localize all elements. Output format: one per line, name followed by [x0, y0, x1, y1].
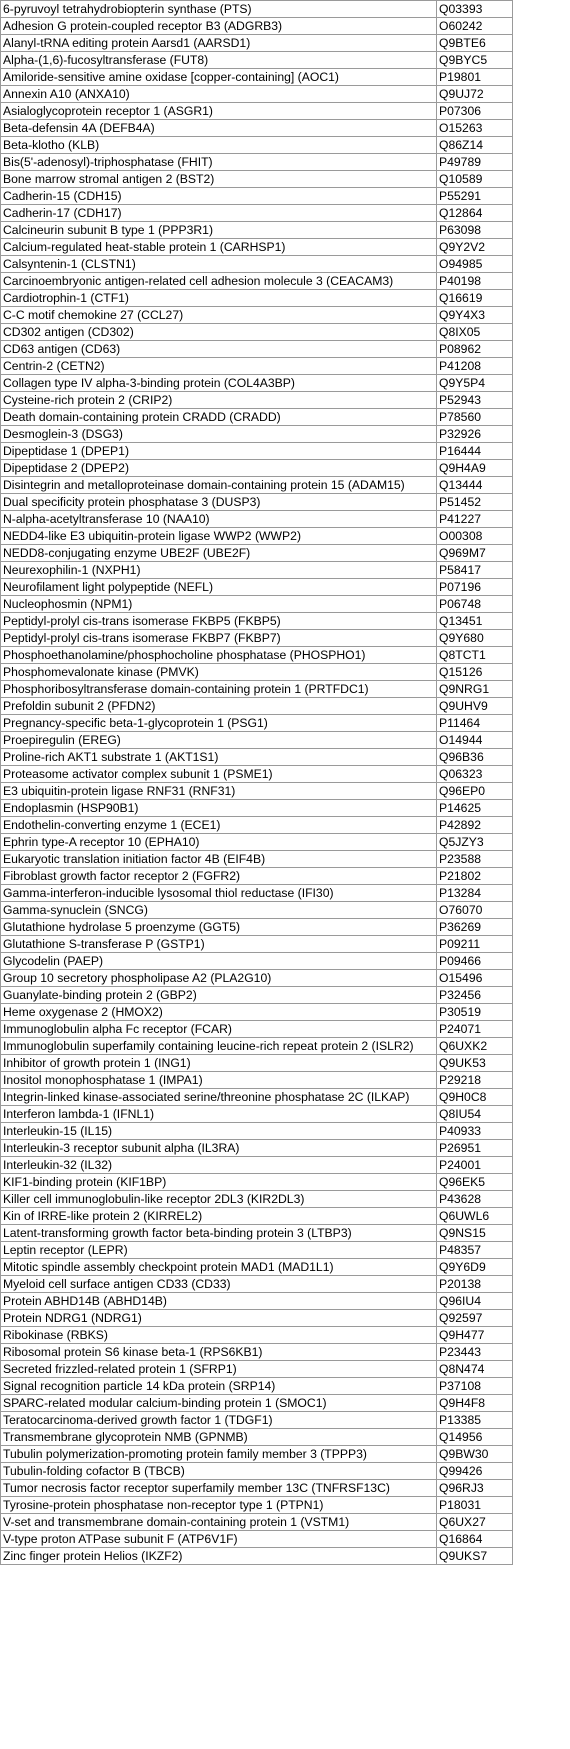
accession-id-cell: Q12864 — [437, 205, 513, 222]
table-row — [1, 1072, 513, 1089]
accession-id-cell: O60242 — [437, 18, 513, 35]
accession-id-cell: P55291 — [437, 188, 513, 205]
table-row — [1, 69, 513, 86]
table-row — [1, 137, 513, 154]
table-row — [1, 1174, 513, 1191]
table-row — [1, 970, 513, 987]
protein-name-cell: C-C motif chemokine 27 (CCL27) — [1, 307, 437, 324]
table-row — [1, 1327, 513, 1344]
table-row — [1, 409, 513, 426]
table-row — [1, 936, 513, 953]
protein-name-cell: Nucleophosmin (NPM1) — [1, 596, 437, 613]
accession-id-cell: P08962 — [437, 341, 513, 358]
protein-name-cell: Cadherin-17 (CDH17) — [1, 205, 437, 222]
accession-id-cell: Q6UX27 — [437, 1514, 513, 1531]
table-row — [1, 222, 513, 239]
table-row — [1, 1106, 513, 1123]
protein-name-cell: Interleukin-32 (IL32) — [1, 1157, 437, 1174]
protein-name-cell: Cysteine-rich protein 2 (CRIP2) — [1, 392, 437, 409]
table-row — [1, 1531, 513, 1548]
table-row — [1, 868, 513, 885]
protein-name-cell: Fibroblast growth factor receptor 2 (FGFR2) — [1, 868, 437, 885]
accession-id-cell: Q03393 — [437, 1, 513, 18]
table-row — [1, 1446, 513, 1463]
accession-id-cell: P48357 — [437, 1242, 513, 1259]
table-row — [1, 256, 513, 273]
accession-id-cell: P24001 — [437, 1157, 513, 1174]
protein-name-cell: Alanyl-tRNA editing protein Aarsd1 (AARSD1) — [1, 35, 437, 52]
accession-id-cell: Q9UHV9 — [437, 698, 513, 715]
protein-name-cell: Zinc finger protein Helios (IKZF2) — [1, 1548, 437, 1565]
accession-id-cell: P37108 — [437, 1378, 513, 1395]
table-row — [1, 239, 513, 256]
protein-name-cell: Annexin A10 (ANXA10) — [1, 86, 437, 103]
table-row — [1, 1361, 513, 1378]
table-row — [1, 1395, 513, 1412]
accession-id-cell: P51452 — [437, 494, 513, 511]
protein-name-cell: Interleukin-15 (IL15) — [1, 1123, 437, 1140]
protein-name-cell: Gamma-synuclein (SNCG) — [1, 902, 437, 919]
table-row — [1, 732, 513, 749]
accession-id-cell: P40198 — [437, 273, 513, 290]
accession-id-cell: P11464 — [437, 715, 513, 732]
protein-name-cell: Bone marrow stromal antigen 2 (BST2) — [1, 171, 437, 188]
accession-id-cell: Q14956 — [437, 1429, 513, 1446]
table-row — [1, 613, 513, 630]
table-row — [1, 1, 513, 18]
protein-name-cell: NEDD4-like E3 ubiquitin-protein ligase WWP2 (WWP2) — [1, 528, 437, 545]
protein-name-cell: Latent-transforming growth factor beta-binding protein 3 (LTBP3) — [1, 1225, 437, 1242]
accession-id-cell: Q06323 — [437, 766, 513, 783]
table-row — [1, 1412, 513, 1429]
table-row — [1, 562, 513, 579]
accession-id-cell: P19801 — [437, 69, 513, 86]
table-row — [1, 52, 513, 69]
accession-id-cell: O94985 — [437, 256, 513, 273]
accession-id-cell: P41227 — [437, 511, 513, 528]
accession-id-cell: O76070 — [437, 902, 513, 919]
protein-name-cell: Alpha-(1,6)-fucosyltransferase (FUT8) — [1, 52, 437, 69]
table-row — [1, 86, 513, 103]
accession-id-cell: Q9Y5P4 — [437, 375, 513, 392]
table-row — [1, 1225, 513, 1242]
table-row — [1, 987, 513, 1004]
protein-name-cell: Dipeptidase 1 (DPEP1) — [1, 443, 437, 460]
protein-name-cell: Cadherin-15 (CDH15) — [1, 188, 437, 205]
protein-name-cell: Protein ABHD14B (ABHD14B) — [1, 1293, 437, 1310]
accession-id-cell: Q6UXK2 — [437, 1038, 513, 1055]
table-row — [1, 681, 513, 698]
accession-id-cell: P32456 — [437, 987, 513, 1004]
accession-id-cell: P63098 — [437, 222, 513, 239]
protein-name-cell: Disintegrin and metalloproteinase domain-containing protein 15 (ADAM15) — [1, 477, 437, 494]
protein-name-cell: KIF1-binding protein (KIF1BP) — [1, 1174, 437, 1191]
protein-name-cell: Adhesion G protein-coupled receptor B3 (ADGRB3) — [1, 18, 437, 35]
accession-id-cell: Q9H4F8 — [437, 1395, 513, 1412]
table-row — [1, 477, 513, 494]
table-row — [1, 1191, 513, 1208]
table-row — [1, 749, 513, 766]
table-row — [1, 817, 513, 834]
accession-id-cell: Q10589 — [437, 171, 513, 188]
protein-name-cell: Asialoglycoprotein receptor 1 (ASGR1) — [1, 103, 437, 120]
protein-name-cell: Kin of IRRE-like protein 2 (KIRREL2) — [1, 1208, 437, 1225]
protein-name-cell: Bis(5'-adenosyl)-triphosphatase (FHIT) — [1, 154, 437, 171]
protein-name-cell: E3 ubiquitin-protein ligase RNF31 (RNF31) — [1, 783, 437, 800]
accession-id-cell: Q86Z14 — [437, 137, 513, 154]
table-row — [1, 443, 513, 460]
accession-id-cell: Q96B36 — [437, 749, 513, 766]
accession-id-cell: Q9H477 — [437, 1327, 513, 1344]
table-row — [1, 375, 513, 392]
protein-name-cell: Death domain-containing protein CRADD (CRADD) — [1, 409, 437, 426]
table-row — [1, 1548, 513, 1565]
accession-id-cell: Q9NS15 — [437, 1225, 513, 1242]
table-row — [1, 392, 513, 409]
protein-name-cell: Ribokinase (RBKS) — [1, 1327, 437, 1344]
table-row — [1, 154, 513, 171]
accession-id-cell: Q9Y2V2 — [437, 239, 513, 256]
accession-id-cell: Q9BTE6 — [437, 35, 513, 52]
protein-name-cell: Inhibitor of growth protein 1 (ING1) — [1, 1055, 437, 1072]
table-row — [1, 1038, 513, 1055]
protein-name-cell: Proteasome activator complex subunit 1 (PSME1) — [1, 766, 437, 783]
protein-name-cell: Inositol monophosphatase 1 (IMPA1) — [1, 1072, 437, 1089]
protein-name-cell: CD302 antigen (CD302) — [1, 324, 437, 341]
accession-id-cell: Q16619 — [437, 290, 513, 307]
table-row — [1, 919, 513, 936]
table-row — [1, 545, 513, 562]
accession-id-cell: Q9BYC5 — [437, 52, 513, 69]
table-row — [1, 205, 513, 222]
protein-name-cell: Dual specificity protein phosphatase 3 (DUSP3) — [1, 494, 437, 511]
protein-name-cell: V-set and transmembrane domain-containing protein 1 (VSTM1) — [1, 1514, 437, 1531]
protein-name-cell: Calcineurin subunit B type 1 (PPP3R1) — [1, 222, 437, 239]
table-row — [1, 1140, 513, 1157]
protein-name-cell: Peptidyl-prolyl cis-trans isomerase FKBP7 (FKBP7) — [1, 630, 437, 647]
table-row — [1, 426, 513, 443]
accession-id-cell: P26951 — [437, 1140, 513, 1157]
accession-id-cell: P49789 — [437, 154, 513, 171]
table-row — [1, 698, 513, 715]
protein-name-cell: Protein NDRG1 (NDRG1) — [1, 1310, 437, 1327]
table-row — [1, 834, 513, 851]
accession-id-cell: Q9UK53 — [437, 1055, 513, 1072]
accession-id-cell: O15263 — [437, 120, 513, 137]
accession-id-cell: Q9H0C8 — [437, 1089, 513, 1106]
protein-name-cell: Beta-klotho (KLB) — [1, 137, 437, 154]
protein-name-cell: Immunoglobulin superfamily containing leucine-rich repeat protein 2 (ISLR2) — [1, 1038, 437, 1055]
protein-name-cell: Mitotic spindle assembly checkpoint protein MAD1 (MAD1L1) — [1, 1259, 437, 1276]
accession-id-cell: Q96EP0 — [437, 783, 513, 800]
table-row — [1, 783, 513, 800]
table-row — [1, 528, 513, 545]
table-row — [1, 494, 513, 511]
accession-id-cell: P58417 — [437, 562, 513, 579]
protein-name-cell: Phosphoribosyltransferase domain-containing protein 1 (PRTFDC1) — [1, 681, 437, 698]
protein-name-cell: Glutathione S-transferase P (GSTP1) — [1, 936, 437, 953]
table-row — [1, 1157, 513, 1174]
table-row — [1, 1259, 513, 1276]
accession-id-cell: Q13444 — [437, 477, 513, 494]
protein-name-cell: Endoplasmin (HSP90B1) — [1, 800, 437, 817]
table-row — [1, 953, 513, 970]
table-row — [1, 120, 513, 137]
accession-id-cell: Q9Y680 — [437, 630, 513, 647]
protein-name-cell: Desmoglein-3 (DSG3) — [1, 426, 437, 443]
protein-name-cell: Signal recognition particle 14 kDa protein (SRP14) — [1, 1378, 437, 1395]
table-row — [1, 715, 513, 732]
protein-name-cell: Calcium-regulated heat-stable protein 1 (CARHSP1) — [1, 239, 437, 256]
table-row — [1, 324, 513, 341]
protein-name-cell: Integrin-linked kinase-associated serine/threonine phosphatase 2C (ILKAP) — [1, 1089, 437, 1106]
accession-id-cell: Q9UJ72 — [437, 86, 513, 103]
accession-id-cell: P43628 — [437, 1191, 513, 1208]
protein-name-cell: Proline-rich AKT1 substrate 1 (AKT1S1) — [1, 749, 437, 766]
protein-name-cell: Centrin-2 (CETN2) — [1, 358, 437, 375]
table-row — [1, 1344, 513, 1361]
protein-name-cell: Teratocarcinoma-derived growth factor 1 (TDGF1) — [1, 1412, 437, 1429]
accession-id-cell: P29218 — [437, 1072, 513, 1089]
protein-name-cell: Endothelin-converting enzyme 1 (ECE1) — [1, 817, 437, 834]
protein-name-cell: Tubulin-folding cofactor B (TBCB) — [1, 1463, 437, 1480]
protein-name-cell: Heme oxygenase 2 (HMOX2) — [1, 1004, 437, 1021]
accession-id-cell: Q92597 — [437, 1310, 513, 1327]
protein-name-cell: Killer cell immunoglobulin-like receptor 2DL3 (KIR2DL3) — [1, 1191, 437, 1208]
accession-id-cell: Q9Y6D9 — [437, 1259, 513, 1276]
accession-id-cell: Q96RJ3 — [437, 1480, 513, 1497]
accession-id-cell: Q96EK5 — [437, 1174, 513, 1191]
accession-id-cell: P41208 — [437, 358, 513, 375]
table-row — [1, 647, 513, 664]
accession-id-cell: P21802 — [437, 868, 513, 885]
protein-name-cell: Neurexophilin-1 (NXPH1) — [1, 562, 437, 579]
table-row — [1, 358, 513, 375]
accession-id-cell: Q8IX05 — [437, 324, 513, 341]
accession-id-cell: Q15126 — [437, 664, 513, 681]
protein-name-cell: Ribosomal protein S6 kinase beta-1 (RPS6KB1) — [1, 1344, 437, 1361]
table-row — [1, 1004, 513, 1021]
accession-id-cell: P06748 — [437, 596, 513, 613]
protein-name-cell: Collagen type IV alpha-3-binding protein (COL4A3BP) — [1, 375, 437, 392]
accession-id-cell: P78560 — [437, 409, 513, 426]
protein-name-cell: Carcinoembryonic antigen-related cell adhesion molecule 3 (CEACAM3) — [1, 273, 437, 290]
accession-id-cell: P40933 — [437, 1123, 513, 1140]
accession-id-cell: P18031 — [437, 1497, 513, 1514]
accession-id-cell: P20138 — [437, 1276, 513, 1293]
protein-name-cell: Prefoldin subunit 2 (PFDN2) — [1, 698, 437, 715]
table-row — [1, 1310, 513, 1327]
table-row — [1, 885, 513, 902]
accession-id-cell: O14944 — [437, 732, 513, 749]
accession-id-cell: P30519 — [437, 1004, 513, 1021]
table-row — [1, 1429, 513, 1446]
protein-name-cell: Peptidyl-prolyl cis-trans isomerase FKBP5 (FKBP5) — [1, 613, 437, 630]
protein-name-cell: V-type proton ATPase subunit F (ATP6V1F) — [1, 1531, 437, 1548]
accession-id-cell: P23588 — [437, 851, 513, 868]
table-row — [1, 1480, 513, 1497]
table-row — [1, 1293, 513, 1310]
accession-id-cell: Q6UWL6 — [437, 1208, 513, 1225]
accession-id-cell: Q9UKS7 — [437, 1548, 513, 1565]
accession-id-cell: P07306 — [437, 103, 513, 120]
accession-id-cell: P32926 — [437, 426, 513, 443]
table-row — [1, 1089, 513, 1106]
table-row — [1, 630, 513, 647]
protein-name-cell: Glycodelin (PAEP) — [1, 953, 437, 970]
table-row — [1, 511, 513, 528]
protein-name-cell: 6-pyruvoyl tetrahydrobiopterin synthase (PTS) — [1, 1, 437, 18]
accession-id-cell: Q16864 — [437, 1531, 513, 1548]
table-row — [1, 1497, 513, 1514]
accession-id-cell: P14625 — [437, 800, 513, 817]
table-row — [1, 596, 513, 613]
protein-name-cell: Immunoglobulin alpha Fc receptor (FCAR) — [1, 1021, 437, 1038]
protein-name-cell: SPARC-related modular calcium-binding protein 1 (SMOC1) — [1, 1395, 437, 1412]
protein-name-cell: Tyrosine-protein phosphatase non-receptor type 1 (PTPN1) — [1, 1497, 437, 1514]
table-row — [1, 103, 513, 120]
accession-id-cell: P09211 — [437, 936, 513, 953]
protein-name-cell: Tubulin polymerization-promoting protein family member 3 (TPPP3) — [1, 1446, 437, 1463]
accession-id-cell: P13385 — [437, 1412, 513, 1429]
table-row — [1, 1242, 513, 1259]
table-row — [1, 1514, 513, 1531]
protein-name-cell: Tumor necrosis factor receptor superfamily member 13C (TNFRSF13C) — [1, 1480, 437, 1497]
accession-id-cell: P23443 — [437, 1344, 513, 1361]
protein-name-cell: Proepiregulin (EREG) — [1, 732, 437, 749]
protein-name-cell: Cardiotrophin-1 (CTF1) — [1, 290, 437, 307]
table-row — [1, 1123, 513, 1140]
accession-id-cell: Q13451 — [437, 613, 513, 630]
table-row — [1, 171, 513, 188]
accession-id-cell: O15496 — [437, 970, 513, 987]
protein-name-cell: Glutathione hydrolase 5 proenzyme (GGT5) — [1, 919, 437, 936]
table-row — [1, 851, 513, 868]
accession-id-cell: Q8IU54 — [437, 1106, 513, 1123]
table-row — [1, 664, 513, 681]
protein-name-cell: Neurofilament light polypeptide (NEFL) — [1, 579, 437, 596]
protein-name-cell: N-alpha-acetyltransferase 10 (NAA10) — [1, 511, 437, 528]
protein-name-cell: Interleukin-3 receptor subunit alpha (IL3RA) — [1, 1140, 437, 1157]
protein-name-cell: Eukaryotic translation initiation factor 4B (EIF4B) — [1, 851, 437, 868]
accession-id-cell: Q9BW30 — [437, 1446, 513, 1463]
accession-id-cell: Q5JZY3 — [437, 834, 513, 851]
protein-name-cell: CD63 antigen (CD63) — [1, 341, 437, 358]
table-row — [1, 766, 513, 783]
accession-id-cell: P36269 — [437, 919, 513, 936]
protein-name-cell: Beta-defensin 4A (DEFB4A) — [1, 120, 437, 137]
table-row — [1, 341, 513, 358]
protein-name-cell: Pregnancy-specific beta-1-glycoprotein 1 (PSG1) — [1, 715, 437, 732]
table-row — [1, 902, 513, 919]
table-row — [1, 35, 513, 52]
table-row — [1, 273, 513, 290]
accession-id-cell: P16444 — [437, 443, 513, 460]
protein-name-cell: Transmembrane glycoprotein NMB (GPNMB) — [1, 1429, 437, 1446]
accession-id-cell: Q8N474 — [437, 1361, 513, 1378]
accession-id-cell: O00308 — [437, 528, 513, 545]
table-row — [1, 1463, 513, 1480]
table-row — [1, 1021, 513, 1038]
protein-name-cell: Secreted frizzled-related protein 1 (SFRP1) — [1, 1361, 437, 1378]
protein-name-cell: Calsyntenin-1 (CLSTN1) — [1, 256, 437, 273]
accession-id-cell: Q8TCT1 — [437, 647, 513, 664]
protein-name-cell: Phosphoethanolamine/phosphocholine phosphatase (PHOSPHO1) — [1, 647, 437, 664]
accession-id-cell: P13284 — [437, 885, 513, 902]
protein-name-cell: Interferon lambda-1 (IFNL1) — [1, 1106, 437, 1123]
table-row — [1, 1055, 513, 1072]
protein-name-cell: Phosphomevalonate kinase (PMVK) — [1, 664, 437, 681]
table-row — [1, 579, 513, 596]
accession-id-cell: P07196 — [437, 579, 513, 596]
protein-name-cell: Gamma-interferon-inducible lysosomal thiol reductase (IFI30) — [1, 885, 437, 902]
table-row — [1, 1276, 513, 1293]
protein-name-cell: Dipeptidase 2 (DPEP2) — [1, 460, 437, 477]
accession-id-cell: Q9Y4X3 — [437, 307, 513, 324]
accession-id-cell: P52943 — [437, 392, 513, 409]
protein-name-cell: Myeloid cell surface antigen CD33 (CD33) — [1, 1276, 437, 1293]
table-row — [1, 1378, 513, 1395]
accession-id-cell: Q9H4A9 — [437, 460, 513, 477]
protein-name-cell: Guanylate-binding protein 2 (GBP2) — [1, 987, 437, 1004]
accession-id-cell: P24071 — [437, 1021, 513, 1038]
table-row — [1, 800, 513, 817]
protein-table-body — [1, 1, 513, 1565]
table-row — [1, 290, 513, 307]
protein-name-cell: Amiloride-sensitive amine oxidase [copper-containing] (AOC1) — [1, 69, 437, 86]
accession-id-cell: P09466 — [437, 953, 513, 970]
protein-name-cell: Leptin receptor (LEPR) — [1, 1242, 437, 1259]
accession-id-cell: Q99426 — [437, 1463, 513, 1480]
table-row — [1, 18, 513, 35]
table-row — [1, 188, 513, 205]
table-row — [1, 1208, 513, 1225]
table-row — [1, 307, 513, 324]
table-row — [1, 460, 513, 477]
protein-name-cell: NEDD8-conjugating enzyme UBE2F (UBE2F) — [1, 545, 437, 562]
protein-name-cell: Ephrin type-A receptor 10 (EPHA10) — [1, 834, 437, 851]
accession-id-cell: Q96IU4 — [437, 1293, 513, 1310]
accession-id-cell: Q969M7 — [437, 545, 513, 562]
accession-id-cell: P42892 — [437, 817, 513, 834]
protein-name-cell: Group 10 secretory phospholipase A2 (PLA2G10) — [1, 970, 437, 987]
accession-id-cell: Q9NRG1 — [437, 681, 513, 698]
